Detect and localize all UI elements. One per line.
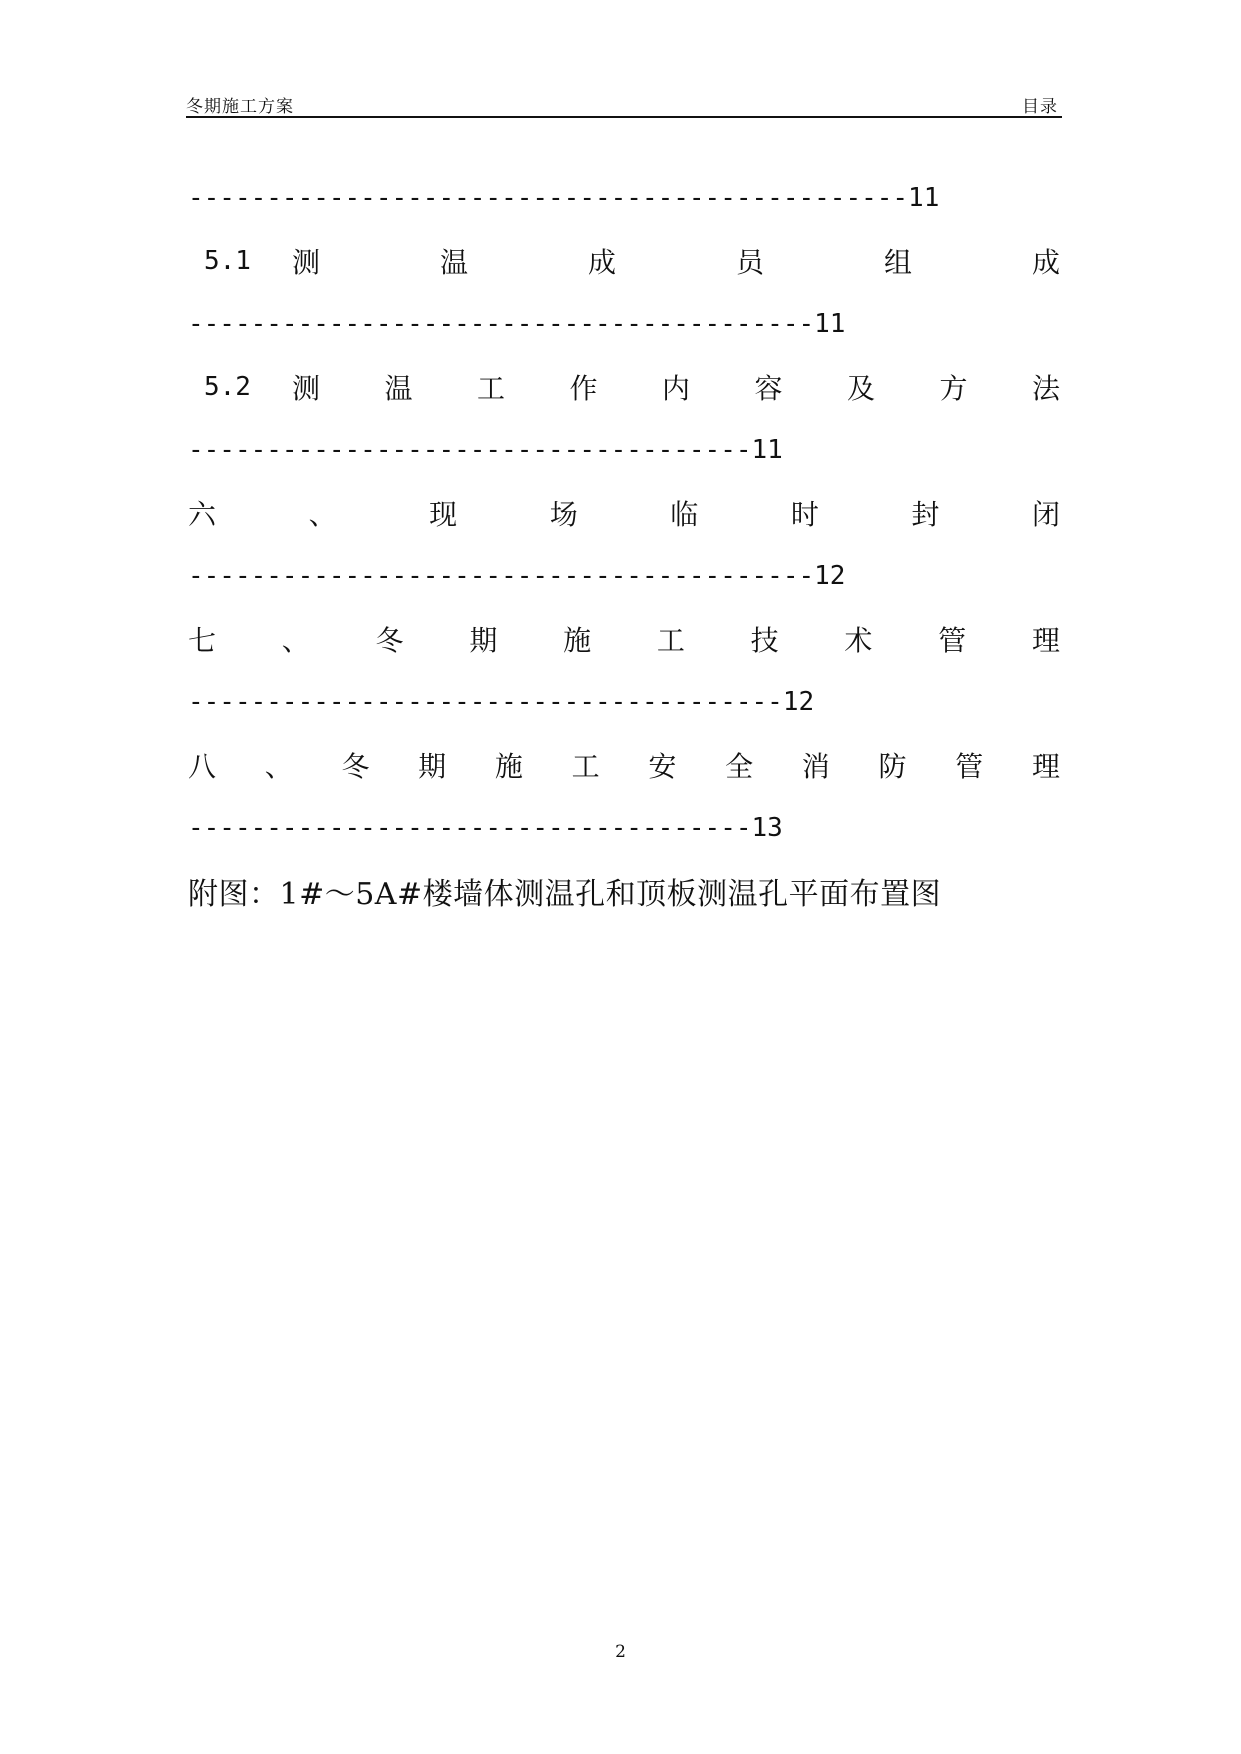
toc-entry[interactable] — [188, 481, 1060, 544]
page-header — [186, 88, 1062, 118]
toc-leader-line: ----------------------------------------------11 — [188, 182, 940, 213]
toc-leader-line: ----------------------------------------11 — [188, 308, 846, 339]
toc-entry[interactable] — [188, 607, 1060, 670]
toc-leader-line: ------------------------------------11 — [188, 434, 783, 465]
toc-leader-line: --------------------------------------12 — [188, 686, 815, 717]
toc-leader-line: ----------------------------------------12 — [188, 560, 846, 591]
toc-entry[interactable] — [188, 355, 1060, 418]
appendix-entry[interactable]: 附图：1#～5A#楼墙体测温孔和顶板测温孔平面布置图 — [188, 876, 942, 912]
toc-entry-number: 5.2 — [204, 371, 251, 402]
page-number: 2 — [615, 1642, 626, 1662]
toc-entry-number: 5.1 — [204, 245, 251, 276]
toc-entry-title: 六、现场临时封闭 — [188, 497, 1060, 531]
toc-entry-title: 测温工作内容及方法 — [292, 371, 1060, 405]
toc-entry[interactable] — [188, 229, 1060, 292]
section-label: 目录 — [1022, 97, 1058, 117]
toc-leader-line: ------------------------------------13 — [188, 812, 783, 843]
table-of-contents — [188, 166, 1060, 922]
toc-entry-title: 测温成员组成 — [292, 245, 1060, 279]
toc-entry-title: 八、冬期施工安全消防管理 — [188, 749, 1060, 783]
toc-entry-title: 七、冬期施工技术管理 — [188, 623, 1060, 657]
document-title: 冬期施工方案 — [186, 97, 294, 117]
toc-entry[interactable] — [188, 733, 1060, 796]
